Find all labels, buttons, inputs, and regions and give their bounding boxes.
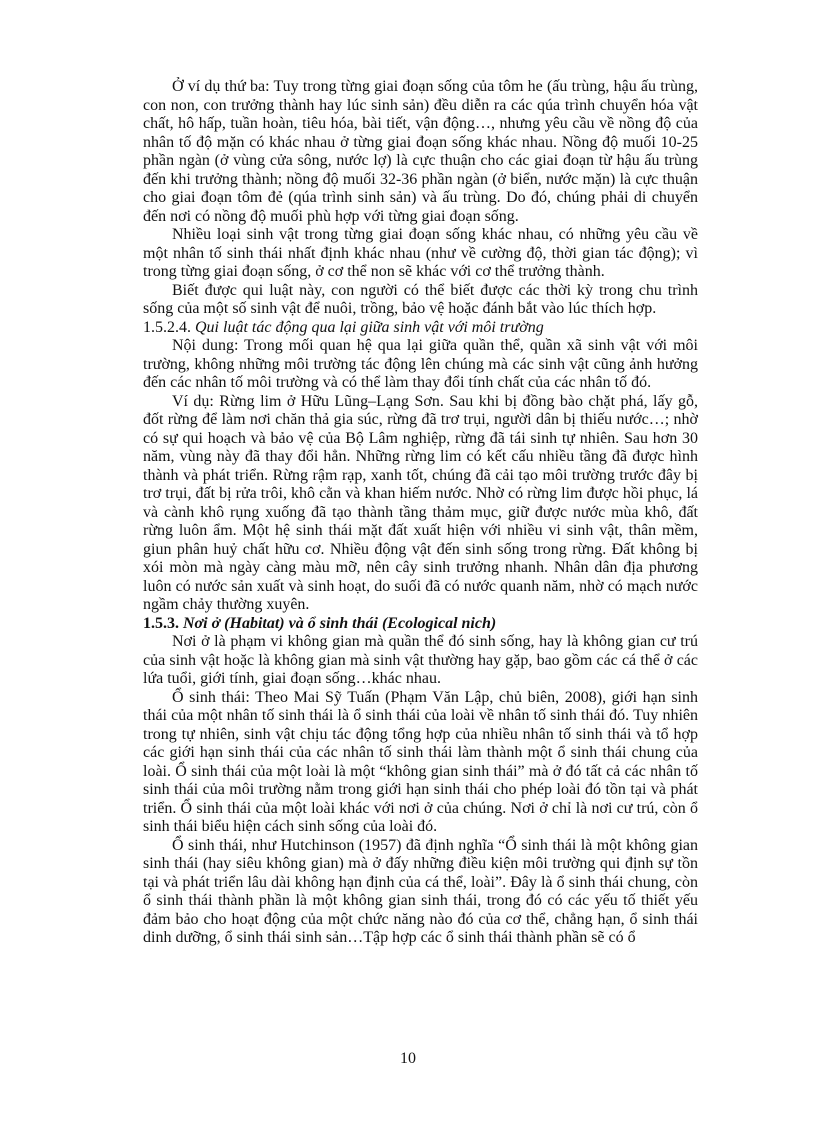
section-subheading [143,319,698,338]
heading-title: Nơi ở (Habitat) và ổ sinh thái (Ecological nich) [183,614,497,632]
paragraph-rule-application: Biết được qui luật này, con người có thể biết được các thời kỳ trong chu trình sống của một số sinh vật để nuôi, trồng, bảo vệ hoặc đánh bắt vào lúc thích hợp. [143,281,698,317]
paragraph-content: Nội dung: Trong mối quan hệ qua lại giữa quần thể, quần xã sinh vật với môi trường, không những môi trường tác động lên chúng mà các sinh vật cũng ảnh hưởng đến các nhân tố môi trường và có thể làm thay đổi tính chất của các nhân tố đó. [143,337,698,391]
subheading-number: 1.5.2.4. [143,318,191,336]
paragraph-life-stages: Nhiều loại sinh vật trong từng giai đoạn sống khác nhau, có những yêu cầu về một nhân tố sinh thái nhất định khác nhau (như về cường độ, thời gian tác động); vì trong từng giai đoạn sống, ở cơ thể non sẽ khác với cơ thể trưởng thành. [143,226,698,280]
document-page [143,78,698,948]
heading-number: 1.5.3. [143,614,179,632]
paragraph-habitat: Nơi ở là phạm vi không gian mà quần thể đó sinh sống, hay là không gian cư trú của sinh vật hoặc là không gian mà sinh vật thường hay gặp, bao gồm các cá thể ở các lứa tuổi, giới tính, giai đoạn sống…khác nhau. [143,633,698,687]
subheading-title: Qui luật tác động qua lại giữa sinh vật với môi trường [195,318,544,336]
section-heading [143,615,698,634]
page-number: 10 [400,1050,416,1067]
paragraph-lim-forest-example: Ví dụ: Rừng lim ở Hữu Lũng–Lạng Sơn. Sau khi bị đồng bào chặt phá, lấy gỗ, đốt rừng để làm nơi chăn thả gia súc, rừng đã trơ trụi, người dân bị thiếu nước…; nhờ có sự qui hoạch và bảo vệ của Bộ Lâm nghiệp, rừng đã tái sinh tự nhiên. Sau hơn 30 năm, vùng này đã thay đổi hẳn. Những rừng lim có kết cấu nhiều tầng đã được hình thành và phát triển. Rừng rậm rạp, xanh tốt, chúng đã cải tạo môi trường trước đây bị trơ trụi, đất bị rửa trôi, khô cằn và khan hiếm nước. Nhờ có rừng lim được hồi phục, lá và cành khô rụng xuống đã tạo thành tầng thảm mục, giữ được nước mùa khô, đất rừng luôn ẩm. Một hệ sinh thái mặt đất xuất hiện với nhiều vi sinh vật, thân mềm, giun phân huỷ chất hữu cơ. Nhiều động vật đến sinh sống trong rừng. Đất không bị xói mòn mà ngày càng màu mỡ, nên cây sinh trưởng nhanh. Nhân dân địa phương luôn có nước sản xuất và sinh hoạt, do suối đã có nước quanh năm, nhờ có mạch nước ngầm chảy thường xuyên. [143,392,698,613]
paragraph-ecological-niche: Ổ sinh thái: Theo Mai Sỹ Tuấn (Phạm Văn Lập, chủ biên, 2008), giới hạn sinh thái của một nhân tố sinh thái là ổ sinh thái của loài về nhân tố sinh thái đó. Tuy nhiên trong tự nhiên, sinh vật chịu tác động tổng hợp của nhiều nhân tố sinh thái và tổ hợp các giới hạn sinh thái của các nhân tố sinh thái làm thành một ổ sinh thái chung của loài. Ổ sinh thái của một loài là một “không gian sinh thái” mà ở đó tất cả các nhân tố sinh thái của môi trường nằm trong giới hạn sinh thái cho phép loài đó tồn tại và phát triển. Ổ sinh thái của một loài khác với nơi ở của chúng. Nơi ở chỉ là nơi cư trú, còn ổ sinh thái biểu hiện cách sinh sống của loài đó. [143,688,698,835]
paragraph-hutchinson-definition: Ổ sinh thái, như Hutchinson (1957) đã định nghĩa “Ổ sinh thái là một không gian sinh thái (hay siêu không gian) mà ở đấy những điều kiện môi trường qui định sự tồn tại và phát triển lâu dài không hạn định của cá thể, loài”. Đây là ổ sinh thái chung, còn ổ sinh thái thành phần là một không gian sinh thái, trong đó có các yếu tố thiết yếu đảm bảo cho hoạt động của một chức năng nào đó của cơ thể, chẳng hạn, ổ sinh thái dinh dưỡng, ổ sinh thái sinh sản…Tập hợp các ổ sinh thái thành phần sẽ có ổ [143,836,698,946]
paragraph-shrimp-example: Ở ví dụ thứ ba: Tuy trong từng giai đoạn sống của tôm he (ấu trùng, hậu ấu trùng, con non, con trưởng thành hay lúc sinh sản) đều diễn ra các qúa trình chuyển hóa vật chất, hô hấp, tuần hoàn, tiêu hóa, bài tiết, vận động…, nhưng yêu cầu về nồng độ của nhân tố độ mặn có khác nhau ở từng giai đoạn sống khác nhau. Nồng độ muối 10-25 phần ngàn (ở vùng cửa sông, nước lợ) là cực thuận cho các giai đoạn từ hậu ấu trùng đến khi trưởng thành; nồng độ muối 32-36 phần ngàn (ở biển, nước mặn) là cực thuận cho giai đoạn tôm đẻ (qúa trình sinh sản) và ấu trùng. Do đó, chúng phải di chuyển đến nơi có nồng độ muối phù hợp với từng giai đoạn sống. [143,78,698,225]
